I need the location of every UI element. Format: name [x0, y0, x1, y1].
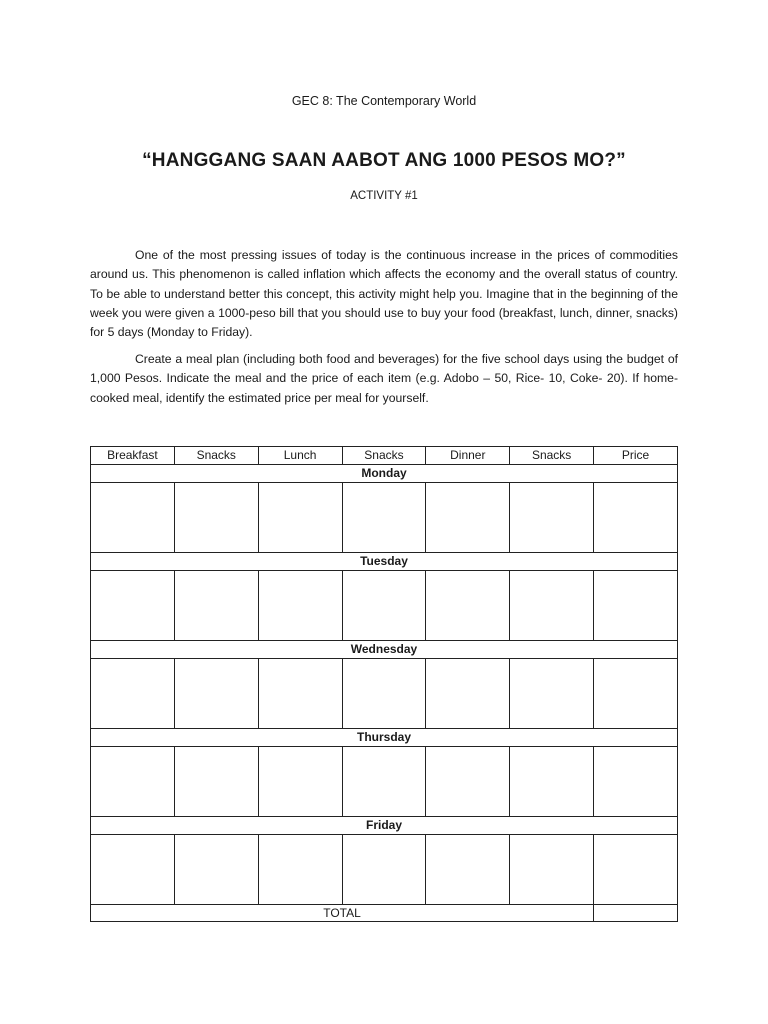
- entry-cell[interactable]: [174, 571, 258, 641]
- column-header-breakfast: Breakfast: [91, 447, 175, 465]
- entry-cell[interactable]: [342, 483, 426, 553]
- entry-cell[interactable]: [426, 483, 510, 553]
- document-title: “HANGGANG SAAN AABOT ANG 1000 PESOS MO?”: [142, 150, 626, 171]
- intro-paragraph: One of the most pressing issues of today is the continuous increase in the prices of commodities around us. This phenomenon is called inflation which affects the economy and the overall status of country. To be able to understand better this concept, this activity might help you. Imagine that in the beginning of the week you were given a 1000-peso bill that you should use to buy your food (breakfast, lunch, dinner, snacks) for 5 days (Monday to Friday).: [90, 248, 678, 340]
- entry-cell[interactable]: [258, 571, 342, 641]
- column-header-lunch: Lunch: [258, 447, 342, 465]
- entry-row-monday: [91, 483, 678, 553]
- total-label: TOTAL: [91, 905, 594, 922]
- total-price-cell[interactable]: [594, 905, 678, 922]
- entry-cell[interactable]: [510, 483, 594, 553]
- day-label-monday: Monday: [91, 465, 678, 483]
- day-row-tuesday: [91, 553, 678, 571]
- column-header-price: Price: [594, 447, 678, 465]
- instruction-paragraph: Create a meal plan (including both food and beverages) for the five school days using the budget of 1,000 Pesos. Indicate the meal and the price of each item (e.g. Adobo – 50, Rice- 10, Coke- 20). If home-cooked meal, identify the estimated price per meal for yourself.: [90, 352, 678, 405]
- entry-cell[interactable]: [258, 835, 342, 905]
- entry-cell[interactable]: [258, 483, 342, 553]
- entry-cell[interactable]: [426, 571, 510, 641]
- entry-cell[interactable]: [426, 747, 510, 817]
- entry-cell[interactable]: [510, 747, 594, 817]
- column-header-snacks-3: Snacks: [510, 447, 594, 465]
- day-row-monday: [91, 465, 678, 483]
- entry-cell[interactable]: [91, 747, 175, 817]
- entry-cell[interactable]: [91, 835, 175, 905]
- table-header-row: [91, 447, 678, 465]
- day-label-thursday: Thursday: [91, 729, 678, 747]
- day-row-wednesday: [91, 641, 678, 659]
- day-row-thursday: [91, 729, 678, 747]
- course-header: GEC 8: The Contemporary World: [291, 94, 477, 108]
- entry-cell[interactable]: [426, 835, 510, 905]
- column-header-snacks-2: Snacks: [342, 447, 426, 465]
- entry-row-friday: [91, 835, 678, 905]
- entry-cell[interactable]: [174, 835, 258, 905]
- day-row-friday: [91, 817, 678, 835]
- entry-cell[interactable]: [91, 659, 175, 729]
- price-cell[interactable]: [594, 659, 678, 729]
- entry-row-thursday: [91, 747, 678, 817]
- entry-cell[interactable]: [174, 659, 258, 729]
- entry-cell[interactable]: [258, 659, 342, 729]
- entry-cell[interactable]: [510, 835, 594, 905]
- total-row: [91, 905, 678, 922]
- entry-cell[interactable]: [342, 659, 426, 729]
- price-cell[interactable]: [594, 483, 678, 553]
- entry-cell[interactable]: [174, 483, 258, 553]
- day-label-friday: Friday: [91, 817, 678, 835]
- day-label-tuesday: Tuesday: [91, 553, 678, 571]
- entry-cell[interactable]: [91, 571, 175, 641]
- column-header-snacks-1: Snacks: [174, 447, 258, 465]
- price-cell[interactable]: [594, 747, 678, 817]
- entry-cell[interactable]: [510, 571, 594, 641]
- entry-cell[interactable]: [342, 571, 426, 641]
- entry-cell[interactable]: [510, 659, 594, 729]
- day-label-wednesday: Wednesday: [91, 641, 678, 659]
- entry-cell[interactable]: [342, 835, 426, 905]
- entry-cell[interactable]: [174, 747, 258, 817]
- meal-plan-table: [90, 446, 678, 922]
- entry-row-wednesday: [91, 659, 678, 729]
- entry-cell[interactable]: [91, 483, 175, 553]
- entry-cell[interactable]: [426, 659, 510, 729]
- column-header-dinner: Dinner: [426, 447, 510, 465]
- activity-label: ACTIVITY #1: [350, 190, 418, 202]
- entry-cell[interactable]: [342, 747, 426, 817]
- price-cell[interactable]: [594, 571, 678, 641]
- entry-row-tuesday: [91, 571, 678, 641]
- price-cell[interactable]: [594, 835, 678, 905]
- entry-cell[interactable]: [258, 747, 342, 817]
